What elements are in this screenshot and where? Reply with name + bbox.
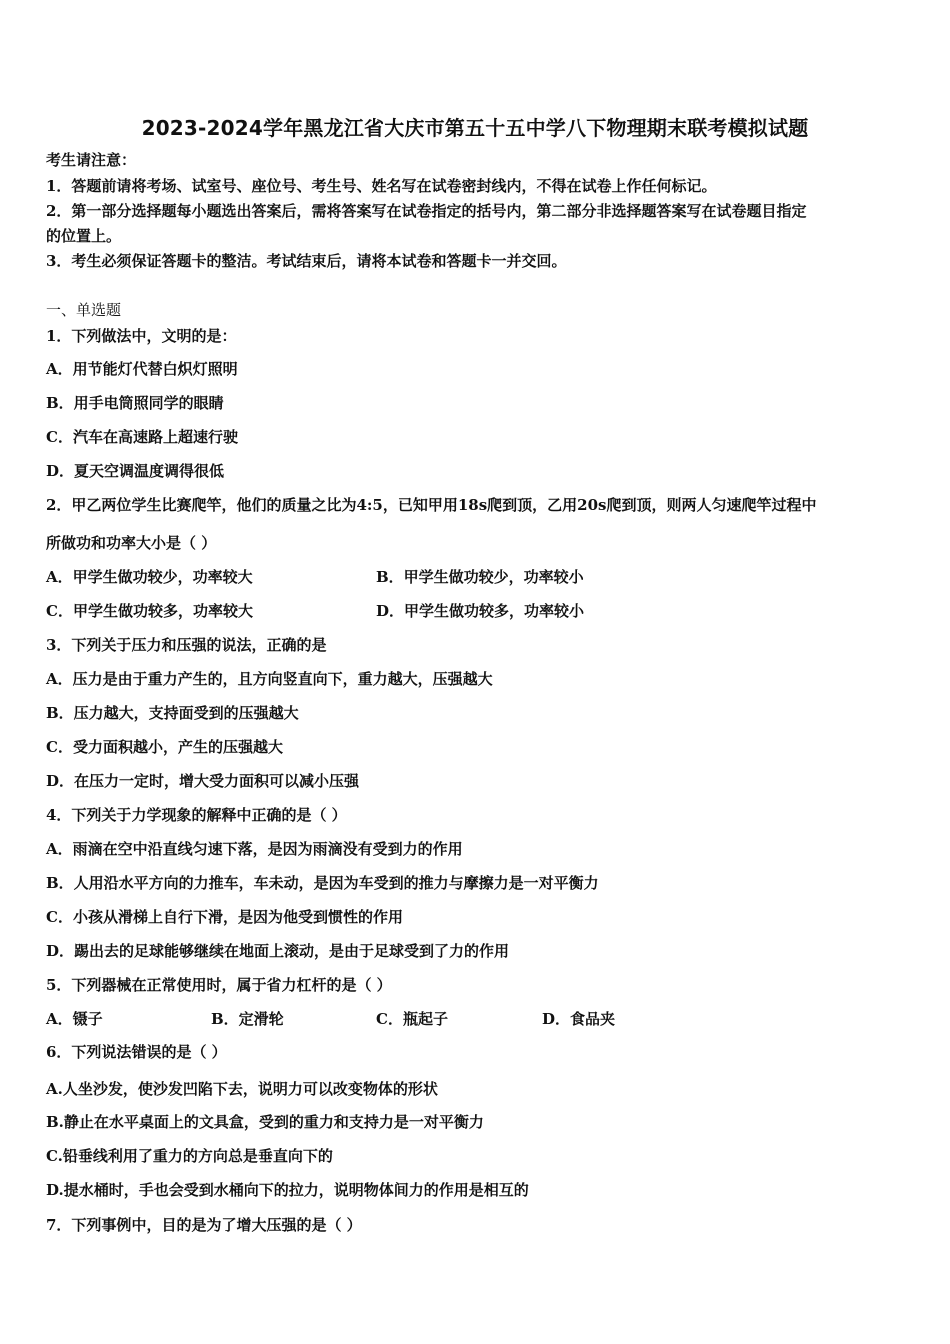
- question-stem: 2．甲乙两位学生比赛爬竿，他们的质量之比为4:5，已知甲用18s爬到顶，乙用20s爬到顶，则两人匀速爬竿过程中: [46, 496, 817, 514]
- question-option: A．甲学生做功较少，功率较大: [46, 568, 253, 586]
- notice-item: 的位置上。: [46, 227, 122, 245]
- option-row: [46, 601, 906, 621]
- page-title: 2023-2024学年黑龙江省大庆市第五十五中学八下物理期末联考模拟试题: [141, 116, 809, 140]
- question-option: D．甲学生做功较多，功率较小: [376, 602, 585, 620]
- question-option: D．夏天空调温度调得很低: [46, 462, 225, 480]
- question-option: D．在压力一定时，增大受力面积可以减小压强: [46, 772, 360, 790]
- question-option: C．甲学生做功较多，功率较大: [46, 602, 253, 620]
- question-option: A．雨滴在空中沿直线匀速下落，是因为雨滴没有受到力的作用: [46, 840, 463, 858]
- question-option: A．用节能灯代替白炽灯照明: [46, 360, 238, 378]
- question-option: D．食品夹: [542, 1010, 616, 1028]
- question-option: B.静止在水平桌面上的文具盒，受到的重力和支持力是一对平衡力: [46, 1113, 484, 1131]
- question-option: D．踢出去的足球能够继续在地面上滚动，是由于足球受到了力的作用: [46, 942, 510, 960]
- question-option: A．镊子: [46, 1010, 103, 1028]
- question-option: B．压力越大，支持面受到的压强越大: [46, 704, 299, 722]
- notice-heading: 考生请注意：: [46, 151, 137, 169]
- question-stem: 3．下列关于压力和压强的说法，正确的是: [46, 636, 327, 654]
- question-option: B．定滑轮: [211, 1010, 284, 1028]
- question-option: D.提水桶时，手也会受到水桶向下的拉力，说明物体间力的作用是相互的: [46, 1181, 529, 1199]
- question-option: C．受力面积越小，产生的压强越大: [46, 738, 283, 756]
- notice-item: 1．答题前请将考场、试室号、座位号、考生号、姓名写在试卷密封线内，不得在试卷上作任何标记。: [46, 177, 717, 195]
- option-row: [46, 1009, 906, 1029]
- notice-item: 3．考生必须保证答题卡的整洁。考试结束后，请将本试卷和答题卡一并交回。: [46, 252, 567, 270]
- question-stem-continued: 所做功和功率大小是（ ）: [46, 534, 217, 552]
- question-option: A．压力是由于重力产生的，且方向竖直向下，重力越大，压强越大: [46, 670, 493, 688]
- question-option: B．用手电筒照同学的眼睛: [46, 394, 224, 412]
- question-stem: 5．下列器械在正常使用时，属于省力杠杆的是（ ）: [46, 976, 392, 994]
- notice-item: 2．第一部分选择题每小题选出答案后，需将答案写在试卷指定的括号内，第二部分非选择题答案写在试卷题目指定: [46, 202, 807, 220]
- question-stem: 6．下列说法错误的是（ ）: [46, 1043, 227, 1061]
- option-row: [46, 567, 906, 587]
- question-option: C．小孩从滑梯上自行下滑，是因为他受到惯性的作用: [46, 908, 403, 926]
- question-option: B．甲学生做功较少，功率较小: [376, 568, 584, 586]
- question-option: C．瓶起子: [376, 1010, 448, 1028]
- question-option: C．汽车在高速路上超速行驶: [46, 428, 238, 446]
- question-stem: 4．下列关于力学现象的解释中正确的是（ ）: [46, 806, 347, 824]
- question-stem: 7．下列事例中，目的是为了增大压强的是（ ）: [46, 1216, 362, 1234]
- section-heading: 一、单选题: [46, 301, 122, 319]
- question-stem: 1．下列做法中，文明的是：: [46, 327, 237, 345]
- question-option: A.人坐沙发，使沙发凹陷下去，说明力可以改变物体的形状: [46, 1080, 438, 1098]
- question-option: C.铅垂线利用了重力的方向总是垂直向下的: [46, 1147, 333, 1165]
- question-option: B．人用沿水平方向的力推车，车未动，是因为车受到的推力与摩擦力是一对平衡力: [46, 874, 599, 892]
